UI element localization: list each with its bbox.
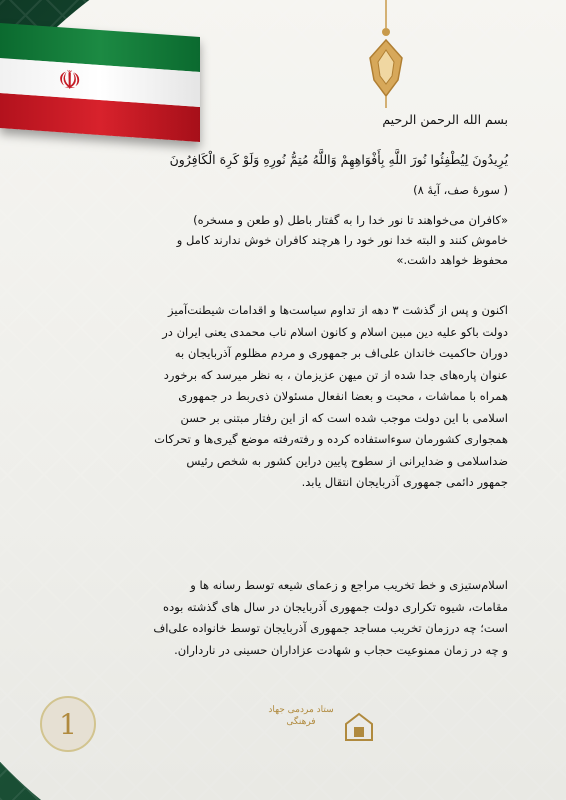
verse-reference: ( سورۀ صف، آیۀ ۸) [413,183,508,197]
bismillah: بسم الله الرحمن الرحیم [382,112,508,127]
quran-verse: يُرِيدُونَ لِيُطْفِئُوا نُورَ اللَّهِ بِأَفْوَاهِهِمْ وَاللَّهُ مُتِمُّ نُورِهِ وَلَوْ كَرِهَ الْكَافِرُونَ [169,152,508,167]
organization-calligraphy: ستاد مردمی جهاد فرهنگی [268,705,334,727]
body-paragraph-2: اسلام‌ستیزی و خط تخریب مراجع و زعمای شیعه توسط رسانه ها و مقامات، شیوه تکراری دولت جمهوری آذربایجان در سال های گذشته بوده است؛ چه درزمان تخریب مساجد جمهوری آذربایجان توسط خانواده علی‌اف و چه در زمان ممنوعیت حجاب و شهادت عزاداران حسینی در نارداران. [153,578,508,657]
ornament-icon [364,0,408,110]
body-paragraph-1: اکنون و پس از گذشت ۳ دهه از تداوم سیاست‌ها و اقدامات شیطنت‌آمیز دولت باکو علیه دین مبین اسلام و کانون اسلام ناب محمدی یعنی ایران در دوران حاکمیت خاندان علی‌اف بر جمهوری و مردم مظلوم آذربایجان به عنوان پاره‌های جدا شده از تن میهن عزیزمان ، به نظر میرسد که برخورد همراه با مماشات ، محبت و بعضا انفعال مسئولان ذی‌ربط در جمهوری اسلامی با این دولت موجب شده است که از این رفتار مبتنی بر حسن همجواری کشورمان سوءاستفاده کرده و رفته‌رفته موضع گیری‌ها و تحرکات ضداسلامی و ضدایرانی از سطوح پایین دراین کشور به شخص رئیس جمهور دائمی جمهوری آذربایجان انتقال یابد. [154,303,508,489]
page-number-badge: 1 [40,696,96,752]
organization-logo-icon [344,712,374,742]
flag-emblem-icon: ☫ [58,64,82,97]
verse-translation: «کافران می‌خواهند تا نور خدا را به گفتار باطل (و طعن و مسخره) خاموش کنند و البته خدا نور خود را هرچند کافران خوش ندارند کامل و محفوظ خواهد داشت.» [176,213,508,267]
